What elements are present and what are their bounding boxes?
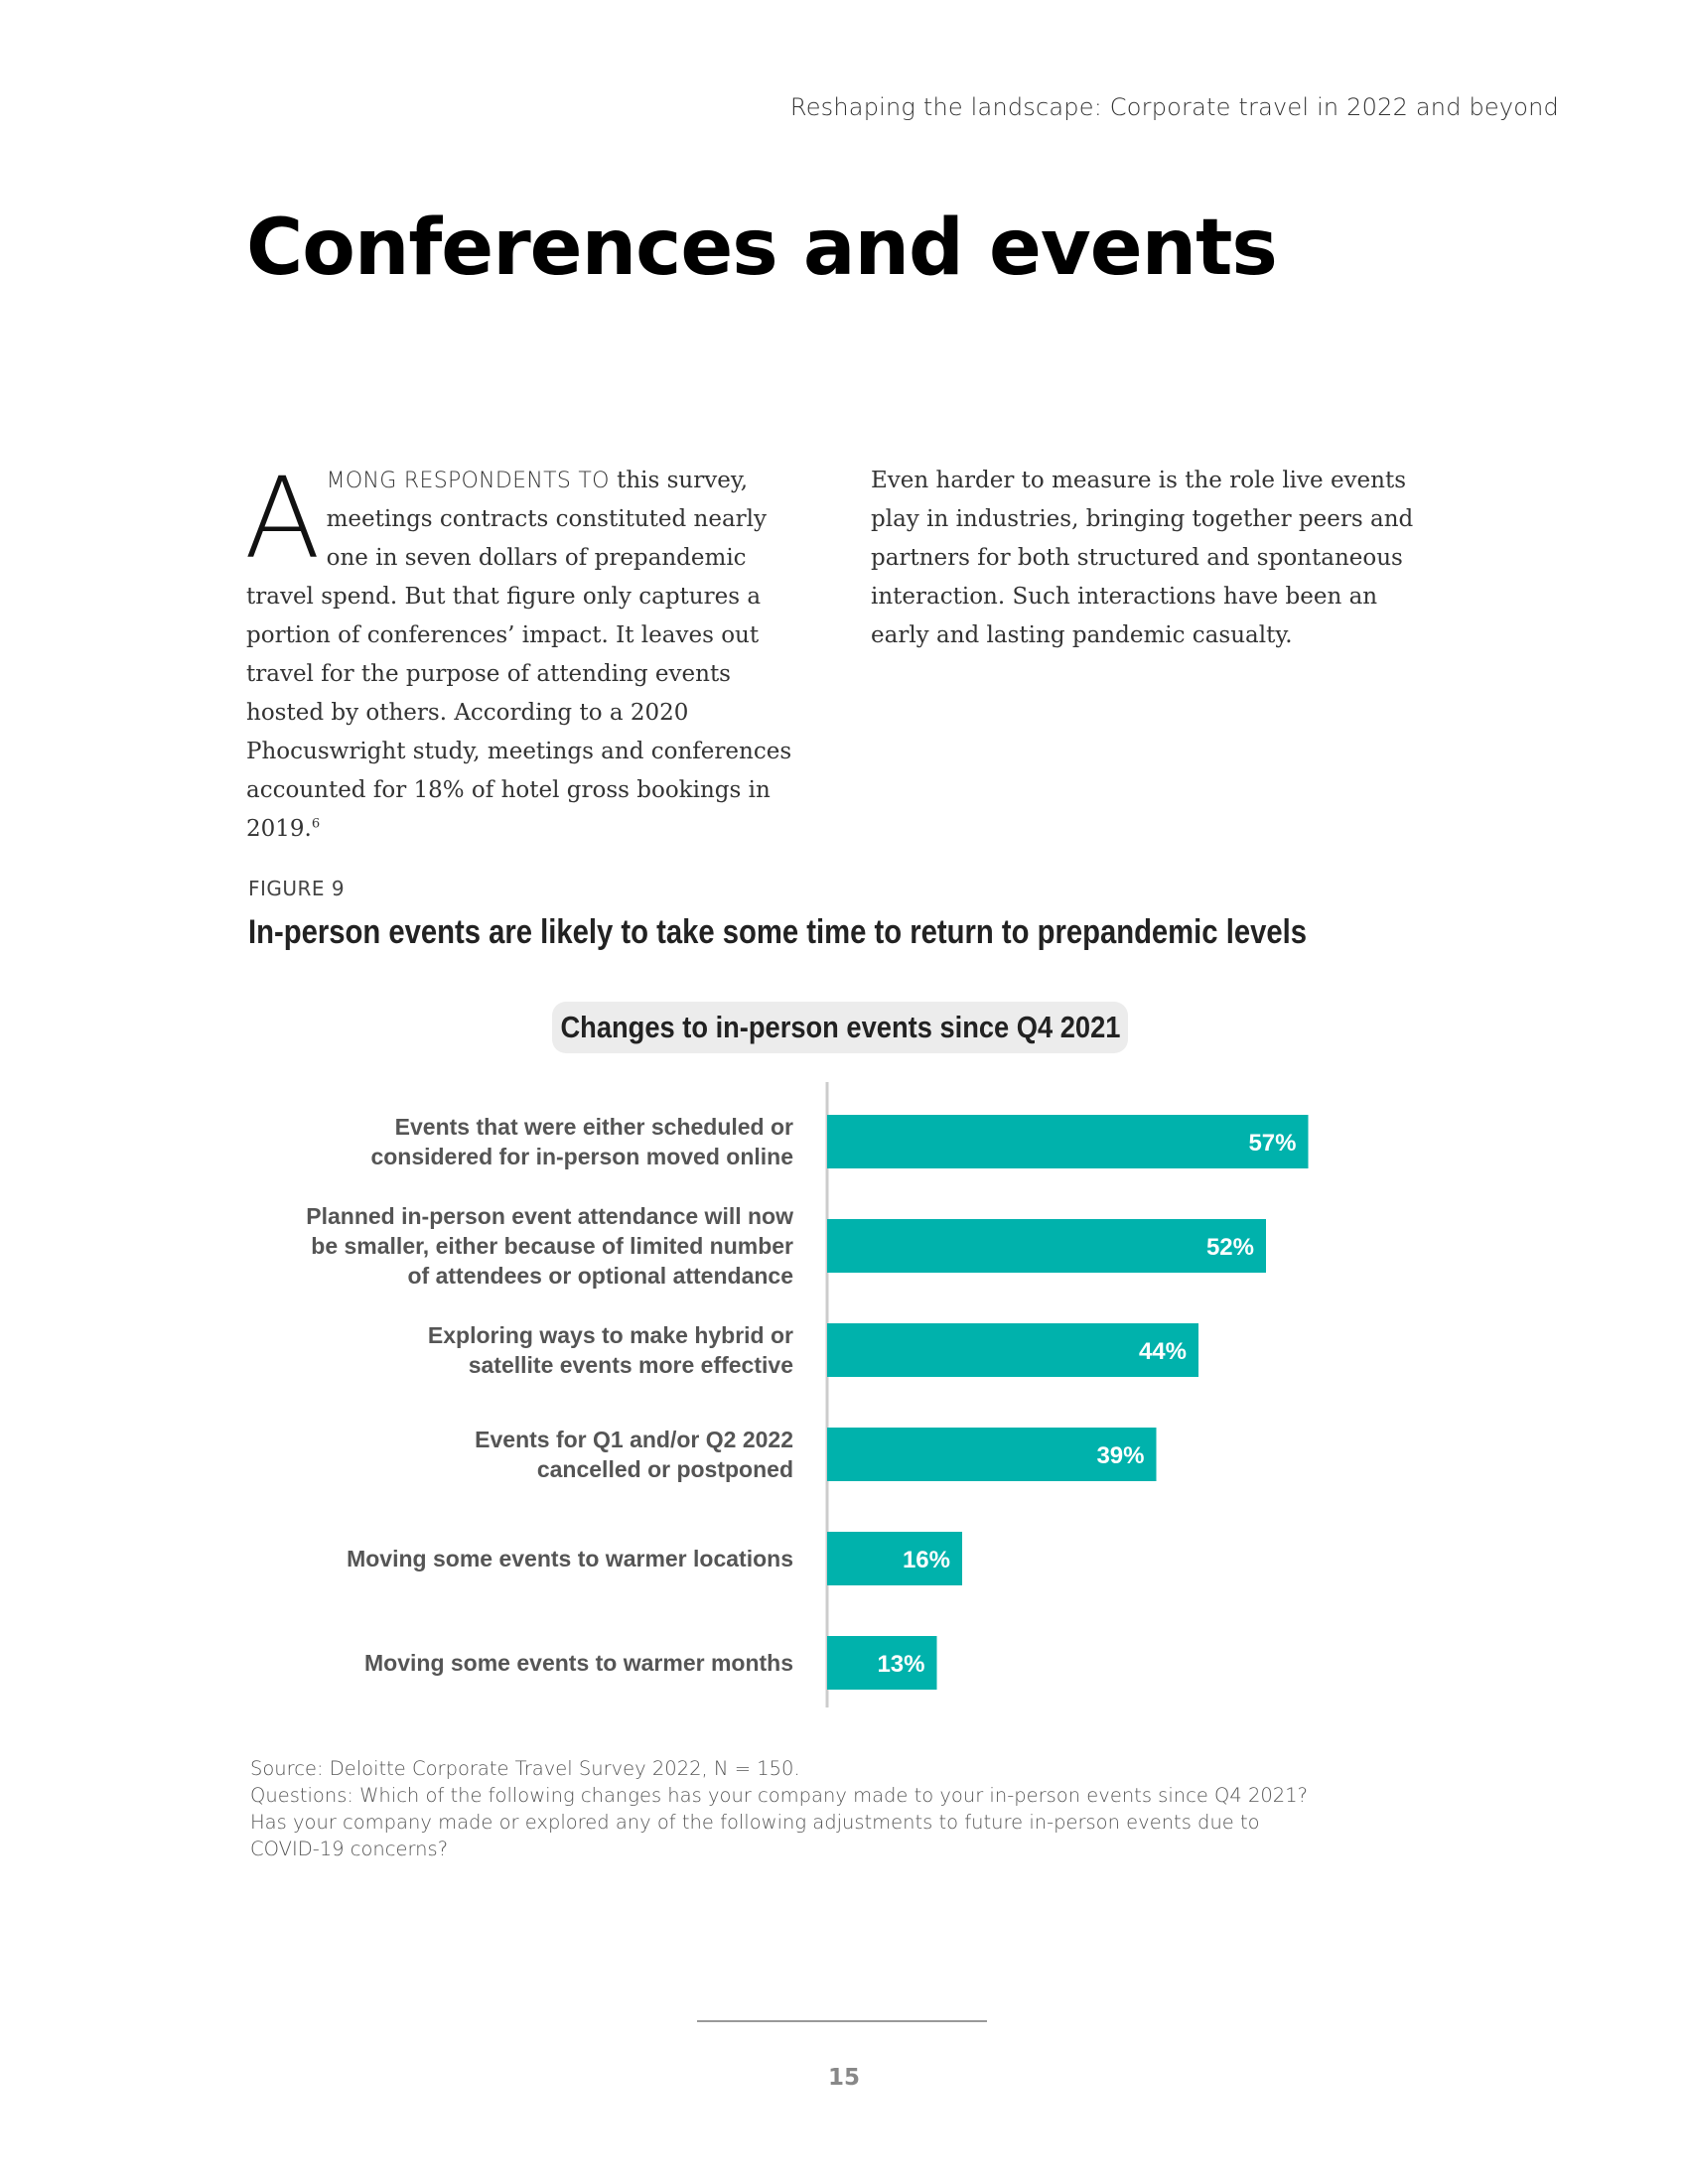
bar-category-label-line: cancelled or postponed [536,1456,793,1482]
bar-category-label-line: Planned in-person event attendance will now [306,1203,793,1229]
bar-category-label [370,1114,793,1169]
body-column-left [244,455,807,849]
bar-value-label: 39% [1096,1442,1145,1469]
bar-value-label: 16% [902,1547,950,1573]
page-title: Conferences and events [246,204,1277,293]
bar-category-label-line: Moving some events to warmer months [364,1650,793,1676]
bar-category-label [428,1322,793,1378]
chart-bar [827,1219,1266,1273]
bar-category-label-line: Events for Q1 and/or Q2 2022 [475,1427,793,1452]
footer-rule [697,2020,987,2022]
bar-category-label [347,1546,793,1571]
bar-value-label: 44% [1138,1338,1187,1365]
lead-caps: MONG RESPONDENTS TO [326,469,610,493]
bar-category-label-line: be smaller, either because of limited number [311,1233,793,1259]
chart-title: Changes to in-person events since Q4 2021 [560,1010,1120,1044]
bar-category-label-line: of attendees or optional attendance [407,1263,793,1289]
figure-label: FIGURE 9 [248,877,346,900]
bar-category-label-line: considered for in-person moved online [370,1144,793,1169]
bar-chart [248,1082,1340,1717]
figure-title: In-person events are likely to take some time to return to prepandemic levels [248,913,1307,951]
source-note: Source: Deloitte Corporate Travel Survey 2022, N = 150. [250,1757,800,1780]
bar-category-label-line: satellite events more effective [468,1352,793,1378]
bar-category-label [306,1203,793,1289]
bar-value-label: 57% [1248,1130,1297,1157]
body-paragraph [244,455,807,849]
bar-category-label [475,1427,793,1482]
questions-note: Questions: Which of the following changes has your company made to your in-person events since Q4 2021? Has your company made or explored any of the following adjustments to future in-person events due to COVID-19 concerns? [250,1784,1308,1860]
bar-category-label-line: Exploring ways to make hybrid or [427,1322,793,1348]
body-text: Even harder to measure is the role live events play in industries, bringing together peers and partners for both structured and spontaneous interaction. Such interactions have been an early and lasting pandemic casualty. [871,468,1414,648]
chart-bar [827,1115,1309,1168]
bar-category-label [364,1650,793,1676]
bar-category-label-line: Events that were either scheduled or [394,1114,793,1140]
footnote-ref: 6 [311,816,321,832]
body-text: this survey, meetings contracts constituted nearly one in seven dollars of prepandemic travel spend. But that figure only captures a portion of conferences’ impact. It leaves out travel for the purpose of attending events hosted by others. According to a 2020 Phocuswright study, meetings and conferences accounted for 18% of hotel gross bookings in 2019. [246,468,792,842]
drop-cap: A [244,455,321,584]
figure-notes [250,1755,1333,1862]
bar-category-label-line: Moving some events to warmer locations [347,1546,793,1571]
running-header: Reshaping the landscape: Corporate travel in 2022 and beyond [789,93,1559,121]
page-number: 15 [827,2065,860,2091]
chart-title-pill [552,1002,1128,1053]
bar-value-label: 52% [1205,1234,1254,1261]
body-column-right [871,462,1432,655]
bar-value-label: 13% [877,1651,925,1678]
